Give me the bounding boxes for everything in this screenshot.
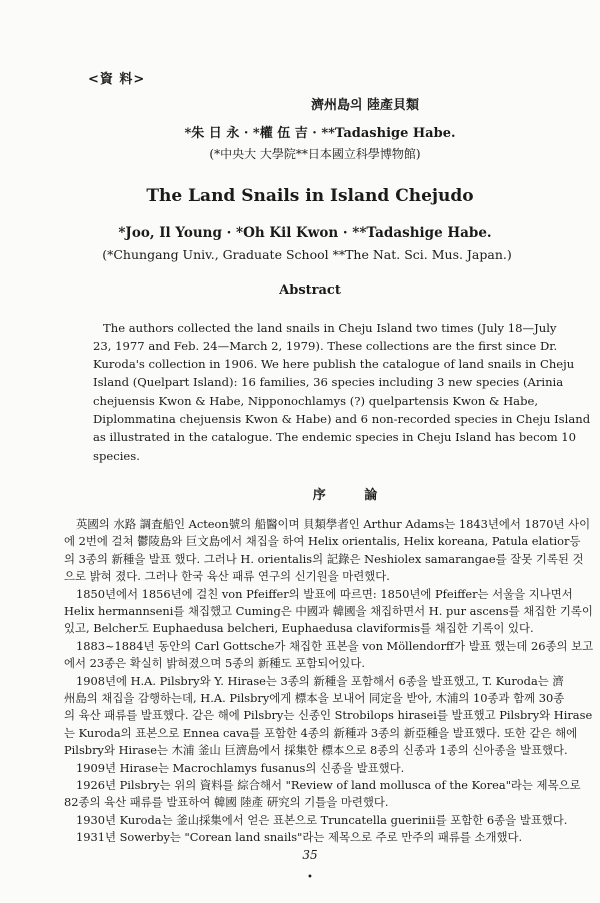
body-line: 에 2번에 걸쳐 鬱陵島와 巨文島에서 채집을 하여 Helix orientalis, Helix koreana, Patula elatior등 bbox=[64, 534, 581, 549]
body-line: 1909년 Hirase는 Macrochlamys fusanus의 신종을 발표했다. bbox=[76, 760, 405, 775]
abstract-heading: Abstract bbox=[279, 283, 341, 298]
body-line: 에서 23종은 확실히 밝혀졌으며 5종의 新種도 포함되어있다. bbox=[64, 656, 365, 671]
body-line: 1908년에 H.A. Pilsbry와 Y. Hirase는 3종의 新種을 포함해서 6종을 발표했고, T. Kuroda는 濟 bbox=[76, 673, 564, 688]
english-title: The Land Snails in Island Chejudo bbox=[146, 186, 474, 206]
page-number: 35 bbox=[302, 848, 318, 862]
body-line: 1930년 Kuroda는 釜山採集에서 얻은 표본으로 Truncatella guerinii를 포함한 6종을 발표했다. bbox=[76, 812, 568, 827]
body-line: 으로 밝혀 졌다. 그러나 한국 육산 패류 연구의 신기원을 마련했다. bbox=[64, 569, 390, 584]
body-line: 1883~1884년 동안의 Carl Gottsche가 채집한 표본을 von Möllendorff가 발표 했는데 26종의 보고 bbox=[76, 638, 594, 653]
abstract-line: as illustrated in the catalogue. The endemic species in Cheju Island has becom 10 bbox=[93, 430, 577, 444]
body-line: Helix hermannseni를 채집했고 Cuming은 中國과 韓國을 채집하면서 H. pur ascens를 채집한 기록이 bbox=[64, 604, 593, 618]
body-line: 英國의 水路 調査船인 Acteon號의 船醫이며 貝類學者인 Arthur Adams는 1843년에서 1870년 사이 bbox=[76, 517, 591, 531]
abstract-line: 23, 1977 and Feb. 24—March 2, 1979). These collections are the first since Dr. bbox=[93, 339, 558, 353]
body-line: Pilsbry와 Hirase는 木浦 釜山 巨濟島에서 採集한 標本으로 8종의 신종과 1종의 신아종을 발표했다. bbox=[64, 743, 568, 758]
korean-authors: *朱 日 永 · *權 伍 吉 · **Tadashige Habe. bbox=[184, 126, 456, 141]
body-line: 의 3종의 新種을 발표 했다. 그러나 H. orientalis의 記錄은 Neshiolex samarangae를 잘못 기록된 것 bbox=[64, 551, 584, 566]
section-tag: <資 料> bbox=[88, 72, 146, 87]
abstract-line: Kuroda's collection in 1906. We here publish the catalogue of land snails in Cheju bbox=[93, 357, 575, 371]
body-line: 1850년에서 1856년에 걸친 von Pfeiffer의 발표에 따르면: 1850년에 Pfeiffer는 서울을 지나면서 bbox=[76, 586, 573, 601]
english-affiliation: (*Chungang Univ., Graduate School **The Nat. Sci. Mus. Japan.) bbox=[102, 247, 512, 262]
abstract-line: Island (Quelpart Island): 16 families, 36 species including 3 new species (Arinia bbox=[93, 375, 564, 389]
abstract-line: species. bbox=[93, 449, 140, 463]
body-line: 1926년 Pilsbry는 위의 資料를 綜合해서 "Review of land mollusca of the Korea"라는 제목으로 bbox=[76, 778, 581, 792]
body-line: 州島의 채집을 감행하는데, H.A. Pilsbry에게 標本을 보내어 同定을 받아, 木浦의 10종과 함께 30종 bbox=[64, 691, 565, 705]
body-line: 는 Kuroda의 표본으로 Ennea cava를 포함한 4종의 新種과 3종의 新亞種을 발표했다. 또한 같은 해에 bbox=[64, 725, 578, 740]
abstract-line: Diplommatina chejuensis Kwon & Habe) and 6 non-recorded species in Cheju Island bbox=[93, 412, 591, 426]
abstract-line: chejuensis Kwon & Habe, Nipponochlamys (?) quelpartensis Kwon & Habe, bbox=[93, 394, 539, 408]
body-line: 의 육산 패류를 발표했다. 같은 해에 Pilsbry는 신종인 Strobilops hirasei를 발표했고 Pilsbry와 Hirase bbox=[64, 708, 593, 723]
abstract-line: The authors collected the land snails in Cheju Island two times (July 18—July bbox=[103, 321, 557, 335]
page-dot: • bbox=[307, 872, 313, 883]
introduction-heading: 序 論 bbox=[312, 488, 378, 503]
korean-affiliation: (*中央大 大學院**日本國立科學博物館) bbox=[209, 147, 421, 161]
korean-title: 濟州島의 陸產貝類 bbox=[310, 98, 420, 113]
body-line: 1931년 Sowerby는 "Corean land snails"라는 제목으로 주로 만주의 패류를 소개했다. bbox=[76, 830, 523, 845]
english-authors: *Joo, Il Young · *Oh Kil Kwon · **Tadashige Habe. bbox=[118, 225, 492, 241]
body-line: 있고, Belcher도 Euphaedusa belcheri, Euphaedusa claviformis를 채집한 기록이 있다. bbox=[64, 621, 534, 636]
body-line: 82종의 육산 패류를 발표하여 韓國 陸產 硏究의 기틀을 마련했다. bbox=[64, 795, 389, 810]
